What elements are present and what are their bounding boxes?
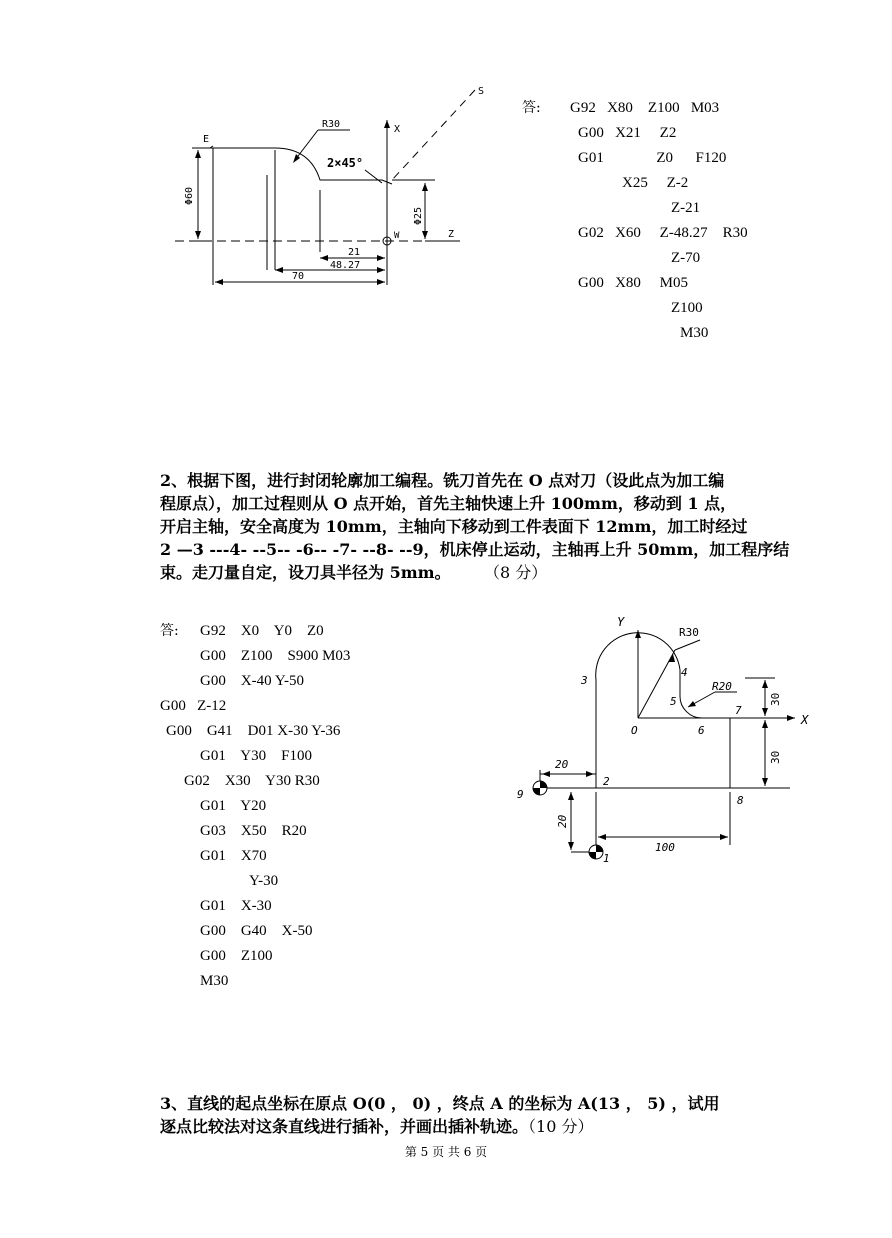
fig1-label-d60: Φ60 [184,186,195,205]
fig2-point-8: 8 [737,794,744,807]
milling-contour-drawing [505,610,825,870]
question2-score: （8 分） [484,563,548,582]
fig1-label-z: Z [448,229,455,240]
answer1-line: G01 Z0 F120 [578,150,727,166]
answer2-line: G01 Y20 [200,798,267,814]
question2-line: 程原点），加工过程则从 O 点开始，首先主轴快速上升 100mm，移动到 1 点， [160,494,737,513]
fig2-point-5: 5 [670,695,677,708]
fig2-dim-20a: 20 [555,758,569,771]
fig2-point-7: 7 [735,704,742,717]
answer2-line: G00 G41 D01 X-30 Y-36 [166,723,341,739]
fig2-label-o: O [631,724,638,737]
answer1-line: G92 X80 Z100 M03 [570,100,720,116]
fig2-dim-20b: 20 [556,814,569,828]
question2-line: 2、根据下图，进行封闭轮廓加工编程。铣刀首先在 O 点对刀（设此点为加工编 [160,471,725,490]
fig1-label-w: W [394,231,400,241]
fig2-dim-100: 100 [655,841,675,854]
fig2-point-3: 3 [581,674,588,687]
fig1-dim-48: 48.27 [330,260,361,271]
answer1-line: M30 [680,325,709,341]
fig1-dim-21: 21 [348,247,361,258]
fig1-label-e: E [203,134,210,145]
fig1-label-s: S [478,86,485,97]
question2-line: 2 —3 ---4- --5-- -6-- -7- --8- --9，机床停止运动，主轴再上升 50mm，加工程序结 [160,540,790,559]
page-footer: 第 5 页 共 6 页 [404,1145,488,1159]
answer2-line: G00 Z100 S900 M03 [200,648,351,664]
fig2-dim-30a: 30 [769,692,782,706]
answer1-line: G00 X21 Z2 [578,125,677,141]
fig2-label-x: X [801,713,809,727]
answer1-line: Z-21 [671,200,701,216]
answer1-line: Z-70 [671,250,701,266]
fig2-label-y: Y [617,615,625,629]
question3-score: （10 分） [528,1117,594,1136]
fig2-label-r30: R30 [679,626,699,639]
fig2-point-2: 2 [603,775,610,788]
question2-line: 束。走刀量自定，设刀具半径为 5mm。 [160,563,451,582]
answer2-line: G03 X50 R20 [200,823,307,839]
answer2-line: G00 G40 X-50 [200,923,313,939]
fig2-point-9: 9 [517,788,524,801]
answer1-line: G00 X80 M05 [578,275,689,291]
answer2-line: G01 X70 [200,848,267,864]
question3-line: 3、直线的起点坐标在原点 O(0 ， 0) ，终点 A 的坐标为 A(13 ， 5) ，试用 [160,1094,720,1113]
question2-line: 开启主轴，安全高度为 10mm，主轴向下移动到工件表面下 12mm，加工时经过 [160,517,748,536]
fig2-point-6: 6 [698,724,705,737]
answer2-line: G92 X0 Y0 Z0 [200,623,324,639]
answer2-line: G00 Z100 [200,948,273,964]
fig2-point-1: 1 [603,852,610,865]
datum-point-1 [589,845,603,859]
answer2-line: G00 X-40 Y-50 [200,673,305,689]
answer2-line: M30 [200,973,229,989]
answer2-line: Y-30 [249,873,279,889]
answer2-label: 答: [160,623,179,639]
answer1-line: X25 Z-2 [622,175,689,191]
answer2-line: G00 Z-12 [160,698,227,714]
answer2-line: G01 X-30 [200,898,272,914]
question2 [160,469,840,584]
fig2-label-r20: R20 [712,680,732,693]
fig1-label-chamfer: 2×45° [327,156,364,170]
fig1-dim-70: 70 [292,271,305,282]
answer1-line: Z100 [671,300,703,316]
fig1-label-x: X [394,124,401,135]
datum-point-9 [533,781,547,795]
answer1-line: G02 X60 Z-48.27 R30 [578,225,748,241]
lathe-part-drawing [170,80,500,300]
fig1-label-d25: Φ25 [413,206,424,225]
answer1-label: 答: [522,100,541,116]
fig2-dim-30b: 30 [769,750,782,764]
answer2-line: G02 X30 Y30 R30 [184,773,320,789]
question3 [160,1092,840,1138]
answer2-line: G01 Y30 F100 [200,748,312,764]
question3-line: 逐点比较法对这条直线进行插补，并画出插补轨迹。 [160,1117,529,1136]
fig2-point-4: 4 [681,666,688,679]
fig1-label-r30: R30 [322,119,341,130]
